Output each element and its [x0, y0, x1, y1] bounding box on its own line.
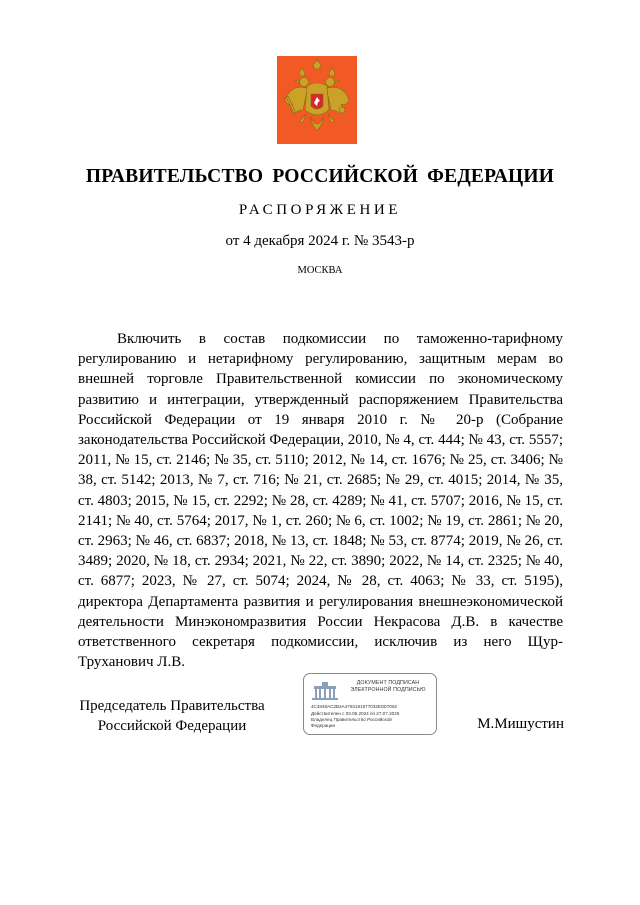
stamp-heading-line2: ЭЛЕКТРОННОЙ ПОДПИСЬЮ — [350, 686, 426, 693]
order-body-text: Включить в состав подкомиссии по таможенно-тарифному регулированию и нетарифному регулированию, защитным мерам во внешней торговле Правительственной комиссии по экономическому развитию и интеграции, утвержденный распоряжением Правительства Российской Федерации от 19 января 2010 г. № 20-р (Собрание законодательства Российской Федерации, 2010, № 4, ст. 444; № 43, ст. 5557; 2011, № 15, ст. 2146; № 35, ст. 5110; 2012, № 14, ст. 1676; № 25, ст. 3406; № 38, ст. 5142; 2013, № 7, ст. 716; № 21, ст. 2685; № 29, ст. 4015; 2014, № 35, ст. 4803; 2015, № 15, ст. 2292; № 28, ст. 4289; № 41, ст. 5707; 2016, № 15, ст. 2141; № 40, ст. 5764; 2017, № 1, ст. 260; № 6, ст. 1002; № 19, ст. 2861; № 20, ст. 2963; № 46, ст. 6837; 2018, № 13, ст. 1848; № 53, ст. 8774; 2019, № 26, ст. 3489; 2020, № 18, ст. 2934; 2021, № 22, ст. 3890; 2022, № 14, ст. 2325; № 40, ст. 6877; 2023, № 27, ст. 5074; 2024, № 28, ст. 4063; № 33, ст. 5195), директора Департамента развития и регулирования внешнеэкономической деятельности Минэкономразвития России Некрасова Д.В. в качестве ответственного секретаря подкомиссии, исключив из него Щур-Труханович Л.В. — [78, 331, 563, 671]
stamp-heading-line1: ДОКУМЕНТ ПОДПИСАН — [356, 680, 420, 686]
electronic-signature-stamp — [303, 673, 437, 735]
signer-name: М.Мишустин — [477, 716, 564, 732]
double-headed-eagle-icon — [277, 56, 357, 144]
document-city: МОСКВА — [297, 265, 343, 276]
signer-position — [76, 696, 268, 736]
document-date-number: от 4 декабря 2024 г. № 3543-р — [225, 233, 415, 249]
stamp-owner-line2: Федерации — [311, 723, 336, 728]
stamp-heading — [342, 680, 434, 693]
state-emblem — [277, 56, 357, 144]
signer-position-line1: Председатель Правительства — [79, 698, 265, 714]
document-type: РАСПОРЯЖЕНИЕ — [238, 202, 402, 218]
stamp-validity: Действителен с 03.05.2024 по 27.07.2025 — [311, 711, 400, 716]
government-building-icon — [311, 681, 339, 701]
stamp-owner-line1: Владелец Правительство Российской — [311, 717, 392, 722]
signer-position-line2: Российской Федерации — [97, 718, 247, 734]
stamp-certificate-number: 4C4848AC2B4A4793191877032E0D7062 — [311, 704, 398, 709]
government-title: ПРАВИТЕЛЬСТВО РОССИЙСКОЙ ФЕДЕРАЦИИ — [85, 166, 555, 187]
